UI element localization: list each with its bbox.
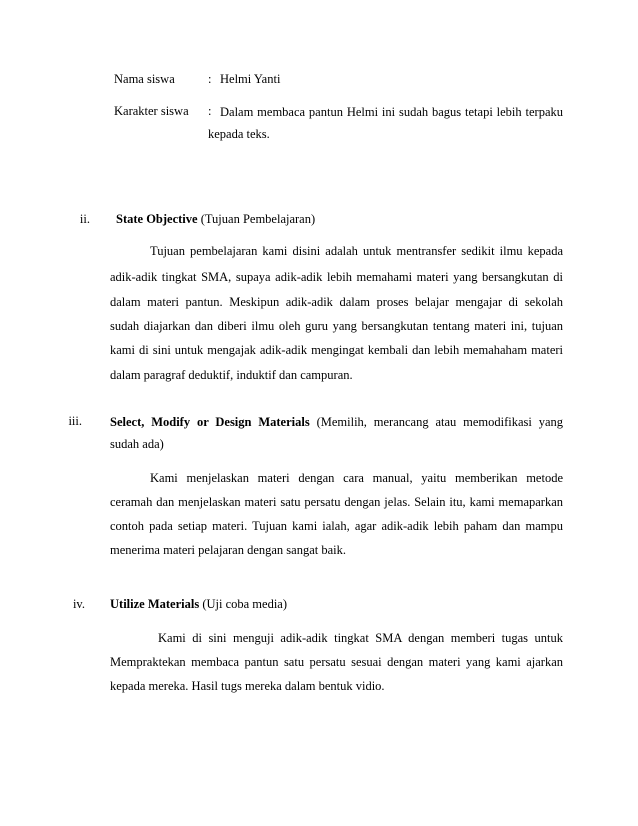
section-iv-line-2: Mempraktekan membaca pantun satu persatu sesuai dengan materi yang kami ajarkan [110,655,563,669]
section-iii-subtitle: (Memilih, merancang atau memodifikasi yang [316,415,563,429]
section-iii-line-1: Kami menjelaskan materi dengan cara manual, yaitu memberikan metode [150,471,563,485]
section-iv-line-3: kepada mereka. Hasil tugs mereka dalam bentuk vidio. [110,679,385,693]
section-iii-line-2: ceramah dan menjelaskan materi satu persatu dengan jelas. Selain itu, kami memaparkan [110,495,563,509]
student-character-label: Karakter siswa [114,104,189,118]
student-character-line-2: kepada teks. [208,127,270,141]
section-ii-numeral: ii. [79,212,90,226]
section-iv-heading [110,597,287,612]
student-character-line-1: Dalam membaca pantun Helmi ini sudah bagus tetapi lebih terpaku [220,105,563,119]
section-iii-subtitle-2: sudah ada) [110,437,164,451]
section-ii-line-5: kami di sini untuk mengajak adik-adik mengingat kembali dan lebih memahaham materi [110,343,563,357]
section-iii-title: Select, Modify or Design Materials [110,415,310,429]
section-iii-numeral: iii. [68,414,82,428]
section-ii-line-1: Tujuan pembelajaran kami disini adalah untuk mentransfer sedikit ilmu kepada [150,244,563,258]
section-ii-line-6: dalam paragraf deduktif, induktif dan campuran. [110,368,353,382]
student-name-colon: : [208,72,212,86]
section-ii-line-3: dalam materi pantun. Meskipun adik-adik dalam proses belajar mengajar di sekolah [110,295,563,309]
section-iv-line-1: Kami di sini menguji adik-adik tingkat SMA dengan memberi tugas untuk [158,631,563,645]
student-character-colon: : [208,104,212,118]
section-ii-line-4: sudah diajarkan dan diberi ilmu oleh guru yang bersangkutan tentang materi ini, tujuan [110,319,563,333]
section-iv-numeral: iv. [72,597,85,611]
section-iv-subtitle: (Uji coba media) [202,597,288,611]
section-ii-line-2: adik-adik tingkat SMA, supaya adik-adik lebih memahami materi yang bersangkutan di [110,270,563,284]
section-iii-heading [110,414,563,431]
section-iii-line-4: menerima materi pelajaran dengan sangat baik. [110,543,347,557]
section-ii-title: State Objective [116,212,198,226]
section-iv-title: Utilize Materials [110,597,200,611]
section-ii-subtitle: (Tujuan Pembelajaran) [200,212,316,226]
section-ii-heading [116,212,315,227]
student-name-label: Nama siswa [114,72,175,86]
student-name-value: Helmi Yanti [220,72,281,86]
section-iii-line-3: contoh pada setiap materi. Tujuan kami ialah, agar adik-adik lebih paham dan mampu [110,519,563,533]
